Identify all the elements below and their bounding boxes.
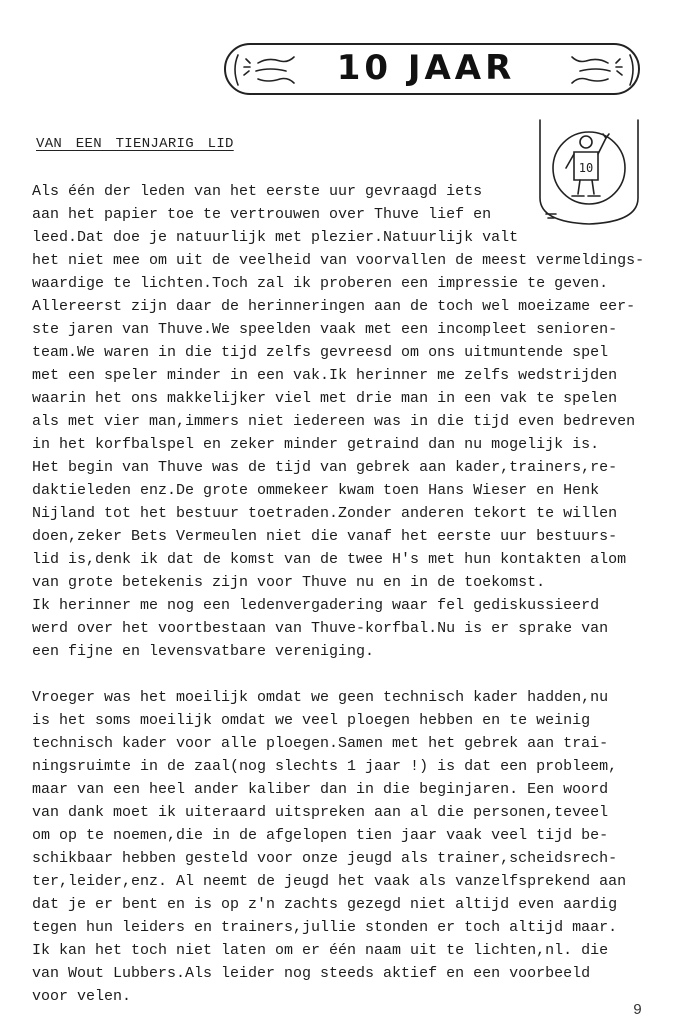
text-line: voor velen. (32, 988, 132, 1005)
page-title: 10 JAAR (336, 48, 516, 88)
text-line: Allereerst zijn daar de herinneringen aan de toch wel moeizame eer- (32, 298, 636, 315)
text-line: schikbaar hebben gesteld voor onze jeugd als trainer,scheidsrech- (32, 850, 618, 867)
text-line: van grote betekenis zijn voor Thuve nu en in de toekomst. (32, 574, 546, 591)
text-line: doen,zeker Bets Vermeulen niet die vanaf het eerste uur bestuurs- (32, 528, 618, 545)
text-line: van Wout Lubbers.Als leider nog steeds aktief en een voorbeeld (32, 965, 591, 982)
text-line: ter,leider,enz. Al neemt de jeugd het vaak als vanzelfsprekend aan (32, 873, 627, 890)
article-subtitle: VAN EEN TIENJARIG LID (36, 136, 234, 152)
text-line: dat je er bent en is op z'n zachts gezegd niet altijd even aardig (32, 896, 618, 913)
text-line: lid is,denk ik dat de komst van de twee H's met hun kontakten alom (32, 551, 627, 568)
text-line: ste jaren van Thuve.We speelden vaak met een incompleet senioren- (32, 321, 618, 338)
text-line: in het korfbalspel en zeker minder getraind dan nu mogelijk is. (32, 436, 600, 453)
text-line: Ik herinner me nog een ledenvergadering waar fel gediskussieerd (32, 597, 600, 614)
text-line: waarin het ons makkelijker viel met drie man in een vak te spelen (32, 390, 618, 407)
text-line: Het begin van Thuve was de tijd van gebrek aan kader,trainers,re- (32, 459, 618, 476)
page-number: 9 (633, 1002, 643, 1019)
text-line: leed.Dat doe je natuurlijk met plezier.Natuurlijk valt (32, 229, 519, 246)
badge-shirt-number: 10 (578, 161, 594, 175)
text-line: om op te noemen,die in de afgelopen tien jaar vaak veel tijd be- (32, 827, 609, 844)
article-paragraph-1 (32, 180, 644, 663)
text-line: daktieleden enz.De grote ommekeer kwam toen Hans Wieser en Henk (32, 482, 600, 499)
text-line: team.We waren in die tijd zelfs gevreesd om ons uitmuntende spel (32, 344, 609, 361)
article-paragraph-2 (32, 686, 626, 1008)
text-line: maar van een heel ander kaliber dan in die beginjaren. Een woord (32, 781, 609, 798)
text-line: is het soms moeilijk omdat we veel ploegen hebben en te weinig (32, 712, 591, 729)
text-line: werd over het voortbestaan van Thuve-korfbal.Nu is er sprake van (32, 620, 609, 637)
text-line: Vroeger was het moeilijk omdat we geen technisch kader hadden,nu (32, 689, 609, 706)
text-line: Ik kan het toch niet laten om er één naam uit te lichten,nl. die (32, 942, 609, 959)
text-line: een fijne en levensvatbare vereniging. (32, 643, 375, 660)
text-line: Als één der leden van het eerste uur gevraagd iets (32, 183, 483, 200)
title-banner (224, 43, 640, 95)
text-line: tegen hun leiders en trainers,jullie stonden er toch altijd maar. (32, 919, 618, 936)
text-line: Nijland tot het bestuur toetraden.Zonder anderen tekort te willen (32, 505, 618, 522)
text-line: technisch kader voor alle ploegen.Samen met het gebrek aan trai- (32, 735, 609, 752)
text-line: als met vier man,immers niet iedereen was in die tijd even bedreven (32, 413, 636, 430)
text-line: van dank moet ik uiteraard uitspreken aan al die personen,teveel (32, 804, 609, 821)
text-line: ningsruimte in de zaal(nog slechts 1 jaar !) is dat een probleem, (32, 758, 618, 775)
text-line: waardige te lichten.Toch zal ik proberen een impressie te geven. (32, 275, 609, 292)
text-line: het niet mee om uit de veelheid van voorvallen de meest vermeldings- (32, 252, 645, 269)
text-line: met een speler minder in een vak.Ik herinner me zelfs wedstrijden (32, 367, 618, 384)
text-line: aan het papier toe te vertrouwen over Thuve lief en (32, 206, 492, 223)
